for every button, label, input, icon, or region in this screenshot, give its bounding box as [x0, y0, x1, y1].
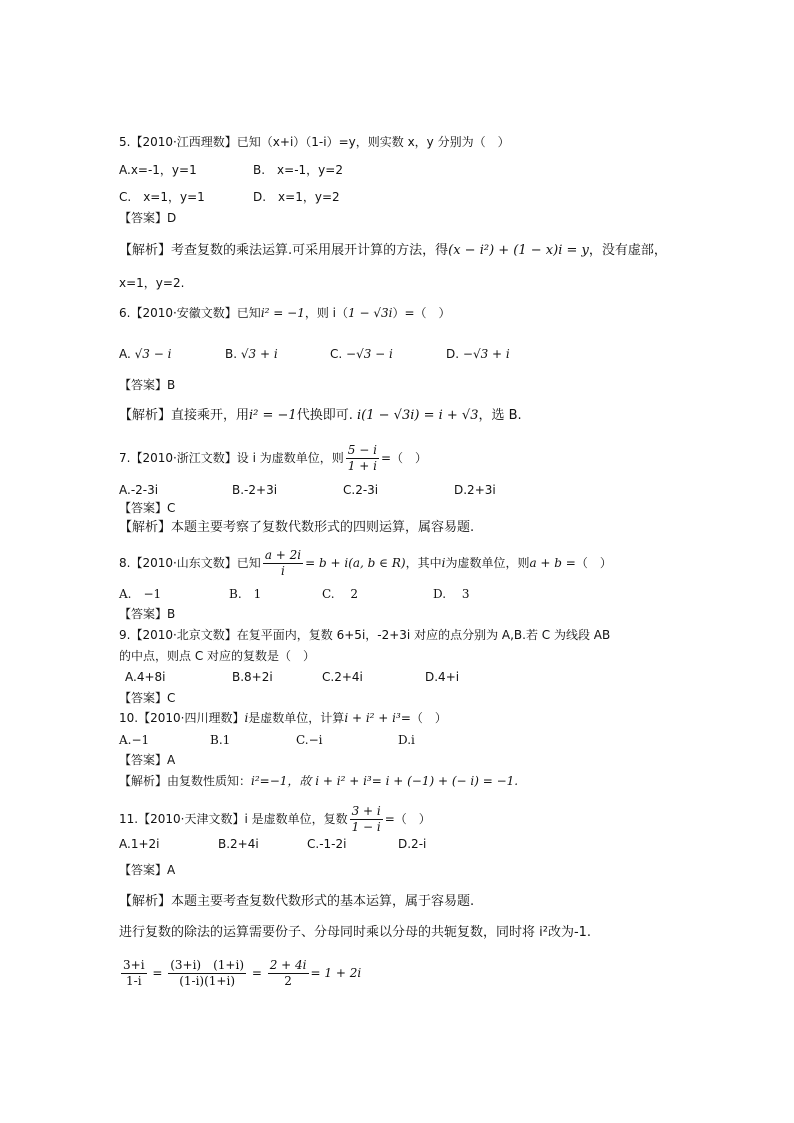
q6-stem [119, 305, 451, 321]
q7-stem-suffix: =（ ） [380, 451, 427, 465]
q8-stem [119, 548, 612, 579]
q8-stem-suffix: （ ） [575, 556, 612, 570]
q5-analysis-line2: x=1，y=2. [119, 276, 185, 290]
q5-analysis [119, 243, 667, 259]
q7-answer: 【答案】C [119, 501, 176, 515]
q6-analysis [119, 408, 522, 424]
q10-option-c: C.−i [296, 733, 323, 747]
q6-analysis-prefix: 【解析】直接乘开，用 [119, 408, 250, 423]
q6-option-b-label: B. [225, 347, 238, 361]
q7-option-a: A.-2-3i [119, 483, 159, 497]
q8-stem-formula2: a + b = [529, 556, 576, 570]
q5-option-a: A.x=-1，y=1 [119, 163, 197, 177]
q11-option-b: B.2+4i [218, 837, 259, 851]
q11-option-a: A.1+2i [119, 837, 160, 851]
q6-option-d [446, 346, 510, 362]
q10-option-a: A.−1 [119, 733, 150, 747]
q10-stem [119, 710, 447, 726]
q11-final-f1-den: 1-i [126, 974, 142, 988]
q6-option-c [330, 346, 393, 362]
q11-final-result: = 1 + 2i [310, 966, 362, 980]
q7-stem [119, 443, 427, 474]
q6-analysis-suffix: ，选 B. [478, 408, 522, 423]
q5-stem: 5.【2010·江西理数】已知（x+i）（1-i）=y，则实数 x，y 分别为（ ） [119, 135, 510, 149]
q8-fraction [263, 548, 303, 579]
q8-option-c: C. 2 [322, 587, 359, 601]
q6-analysis-mid: 代换即可. [296, 408, 353, 423]
q6-stem-suffix: ）=（ ） [392, 306, 451, 320]
q6-option-a-label: A. [119, 347, 131, 361]
q9-stem-line1: 9.【2010·北京文数】在复平面内，复数 6+5i，-2+3i 对应的点分别为 A,B.若 C 为线段 AB [119, 628, 611, 642]
q11-final-f1-num: 3+i [123, 958, 145, 972]
q11-final-f3-den: 2 [284, 974, 292, 988]
q11-final-f2-num: (3+i) (1+i) [170, 958, 245, 972]
q6-stem-formula: i² = −1 [260, 306, 305, 320]
q7-frac-num: 5 − i [347, 443, 377, 457]
q10-stem-i: i [244, 711, 249, 725]
q6-option-c-value: −√3 − i [346, 347, 393, 361]
q5-answer: 【答案】D [119, 211, 177, 225]
q10-option-d: D.i [398, 733, 415, 747]
q9-option-b: B.8+2i [232, 670, 273, 684]
q11-final-f2-den: (1-i)(1+i) [179, 974, 235, 988]
q11-fraction [350, 804, 383, 835]
q6-analysis-formula: i² = −1 [249, 408, 297, 423]
q6-stem-formula2: 1 − √3i [348, 306, 393, 320]
q10-stem-prefix: 10.【2010·四川理数】 [119, 711, 245, 725]
q11-final-frac-2 [168, 958, 246, 989]
q7-fraction [346, 443, 379, 474]
q11-stem [119, 804, 431, 835]
q10-stem-formula: i + i² + i³ [344, 711, 401, 725]
q8-stem-i: i [441, 556, 446, 570]
q6-option-b [225, 346, 278, 362]
q9-option-d: D.4+i [425, 670, 460, 684]
q6-answer: 【答案】B [119, 378, 176, 392]
q10-option-b: B.1 [210, 733, 231, 747]
q11-analysis: 【解析】本题主要考查复数代数形式的基本运算，属于容易题. [119, 894, 475, 909]
q11-frac-num: 3 + i [351, 804, 381, 818]
q8-frac-num: a + 2i [264, 548, 302, 562]
q6-stem-mid: ，则 i（ [304, 306, 348, 320]
q7-option-c: C.2-3i [343, 483, 379, 497]
q5-option-d: D. x=1，y=2 [253, 190, 340, 204]
q5-analysis-prefix: 【解析】考查复数的乘法运算.可采用展开计算的方法，得 [119, 243, 449, 258]
q11-option-d: D.2-i [398, 837, 427, 851]
q5-option-c: C. x=1，y=1 [119, 190, 205, 204]
q8-stem-prefix: 8.【2010·山东文数】已知 [119, 556, 261, 570]
q11-analysis-line2: 进行复数的除法的运算需要份子、分母同时乘以分母的共轭复数，同时将 i²改为-1. [119, 925, 592, 940]
q11-final-frac-1 [121, 958, 147, 989]
q8-stem-formula: = b + i(a, b ∈ R) [305, 556, 406, 570]
q10-analysis-prefix: 【解析】由复数性质知： [119, 774, 252, 788]
q5-analysis-formula: (x − i²) + (1 − x)i = y [448, 243, 589, 258]
q9-option-c: C.2+4i [322, 670, 363, 684]
q6-option-b-value: √3 + i [240, 347, 278, 361]
q9-stem-line2: 的中点，则点 C 对应的复数是（ ） [119, 649, 316, 663]
q6-option-c-label: C. [330, 347, 343, 361]
q5-option-b: B. x=-1，y=2 [253, 163, 343, 177]
q8-option-b: B. 1 [229, 587, 262, 601]
q11-stem-suffix: =（ ） [384, 812, 431, 826]
q6-stem-prefix: 6.【2010·安徽文数】已知 [119, 306, 261, 320]
q8-stem-mid2: 为虚数单位，则 [445, 556, 530, 570]
q8-answer: 【答案】B [119, 607, 176, 621]
q10-analysis-formula: i²=−1，故 i + i² + i³= i + (−1) + (− i) = −1. [251, 774, 519, 788]
q11-final-f3-num: 2 + 4i [269, 958, 307, 972]
q7-option-b: B.-2+3i [232, 483, 278, 497]
q7-option-d: D.2+3i [454, 483, 496, 497]
q10-stem-mid: 是虚数单位，计算 [248, 711, 345, 725]
q7-stem-prefix: 7.【2010·浙江文数】设 i 为虚数单位，则 [119, 451, 344, 465]
q9-option-a: A.4+8i [125, 670, 166, 684]
q10-answer: 【答案】A [119, 753, 176, 767]
q6-option-d-value: −√3 + i [462, 347, 510, 361]
q6-analysis-formula2: i(1 − √3i) = i + √3 [357, 408, 479, 423]
q8-frac-den: i [281, 564, 285, 578]
q5-analysis-suffix: ，没有虚部， [588, 243, 667, 258]
q10-analysis [119, 773, 518, 789]
q7-frac-den: 1 + i [347, 459, 377, 473]
q8-stem-mid: ，其中 [405, 556, 442, 570]
q11-option-c: C.-1-2i [307, 837, 347, 851]
q6-option-d-label: D. [446, 347, 460, 361]
q6-option-a [119, 346, 171, 362]
q8-option-d: D. 3 [433, 587, 470, 601]
q9-answer: 【答案】C [119, 691, 176, 705]
q11-final-equation: $\frac{3+i}{1-i}$ = $\frac{(3+i) (1+i)}{(1-i)(1+i)}$ = $\frac{2 + 4i}{2}$ = 1 + 2i [123, 958, 362, 988]
q11-answer: 【答案】A [119, 863, 176, 877]
q11-frac-den: 1 − i [351, 820, 381, 834]
q8-option-a: A. −1 [119, 587, 162, 601]
q6-option-a-value: √3 − i [134, 347, 172, 361]
q11-stem-prefix: 11.【2010·天津文数】i 是虚数单位，复数 [119, 812, 348, 826]
q11-final-frac-3 [268, 958, 309, 989]
q10-stem-suffix: =（ ） [400, 711, 447, 725]
q7-analysis: 【解析】本题主要考察了复数代数形式的四则运算，属容易题. [119, 520, 475, 535]
